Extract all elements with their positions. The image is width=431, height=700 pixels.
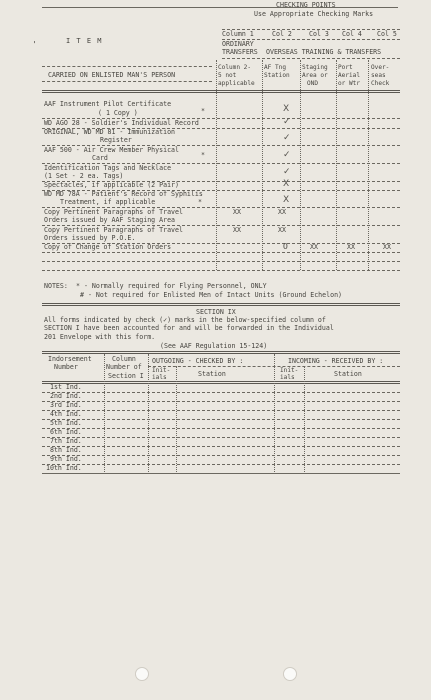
- carried-rule-bottom: [42, 81, 212, 82]
- ind-row-rule: [42, 419, 400, 420]
- col-a-1: Column 2-: [218, 64, 252, 71]
- section-line-2: SECTION I have been accounted for and will be forwarded in the Individual: [44, 324, 334, 332]
- note-2: # - Not required for Enlisted Men of Intact Units (Ground Echelon): [80, 291, 343, 299]
- checking-points-label: CHECKING POINTS: [276, 1, 336, 9]
- col-d-1: Port: [338, 64, 353, 71]
- h-column-2: Number of: [106, 363, 142, 371]
- row-rule: [42, 261, 400, 262]
- h-outgoing: OUTGOING - CHECKED BY :: [152, 357, 244, 365]
- ind-sep-1: [104, 354, 105, 474]
- h-station-out: Station: [198, 370, 226, 378]
- carried-rule-top: [42, 66, 212, 67]
- ind-sep-3: [176, 366, 177, 474]
- item-travel-staging: Copy Pertinent Paragraphs of Travel: [44, 208, 183, 216]
- check-mark: ✓: [283, 117, 291, 127]
- circle-mark: O: [283, 242, 288, 251]
- ind-row-label: 5th Ind.: [50, 419, 82, 427]
- item-pilot-cert: AAF Instrument Pilot Certificate: [44, 100, 172, 108]
- item-travel-staging-2: Orders issued by AAF Staging Area: [44, 216, 176, 224]
- ind-row-rule: [42, 428, 400, 429]
- col-e-2: seas: [371, 72, 386, 79]
- col4-label: Col 4: [342, 30, 362, 38]
- item-aaf-500: AAF 500 - Air Crew Member Physical: [44, 146, 179, 154]
- col-b-1: AF Tng: [264, 64, 287, 71]
- col-d-3: or Wtr: [338, 80, 361, 87]
- ind-row-rule: [42, 437, 400, 438]
- ind-sep-4: [274, 354, 275, 474]
- h-init-out-1: Init-: [152, 367, 171, 374]
- item-pilot-cert-copy: ( 1 Copy ): [98, 109, 138, 117]
- ind-row-rule: [42, 464, 400, 465]
- item-ago-28: WD AGO 28 - Soldier's Individual Record: [44, 119, 199, 127]
- col-b-2: Station: [264, 72, 290, 79]
- x-mark: X: [283, 104, 290, 114]
- col-c-3: OND: [307, 80, 319, 87]
- row-rule: [42, 252, 400, 253]
- check-mark: ✓: [283, 167, 291, 177]
- ind-row-label: 7th Ind.: [50, 437, 82, 445]
- item-md-78a: WD MD 78A - Patient's Record of Syphilis: [44, 190, 203, 198]
- table-top-rule: [42, 90, 400, 93]
- item-id-tags: Identification Tags and Necklace: [44, 164, 172, 172]
- col-sep-1: [216, 60, 217, 270]
- asterisk-mark: *: [201, 151, 205, 159]
- h-incoming: INCOMING - RECEIVED BY :: [288, 357, 384, 365]
- ind-row-label: 8th Ind.: [50, 446, 82, 454]
- h-column-3: Section I: [108, 372, 144, 380]
- asterisk-mark: *: [201, 107, 205, 115]
- h-station-in: Station: [334, 370, 362, 378]
- ind-row-label: 9th Ind.: [50, 455, 82, 463]
- indorse-rule-top: [42, 351, 400, 354]
- item-travel-poe: Copy Pertinent Paragraphs of Travel: [44, 226, 183, 234]
- use-marks-label: Use Appropriate Checking Marks: [254, 10, 374, 18]
- carried-on-label: CARRIED ON ENLISTED MAN'S PERSON: [48, 71, 176, 79]
- ind-row-label: 3rd Ind.: [50, 401, 82, 409]
- xx-mark: XX: [233, 208, 241, 216]
- ind-row-rule: [42, 455, 400, 456]
- ind-row-label: 2nd Ind.: [50, 392, 82, 400]
- col-sep-4: [336, 60, 337, 270]
- ind-sep-5: [304, 366, 305, 474]
- xx-mark: XX: [278, 226, 286, 234]
- col2-label: Col 2: [272, 30, 292, 38]
- asterisk-mark: *: [198, 198, 202, 206]
- xx-mark: XX: [310, 243, 318, 251]
- h-indorse-1: Indorsement: [48, 355, 92, 363]
- col-e-3: Check: [371, 80, 390, 87]
- col1-label: Column 1: [222, 30, 254, 38]
- punch-hole: [283, 667, 297, 681]
- check-mark: ✓: [283, 150, 291, 160]
- notes-label: NOTES:: [44, 282, 68, 290]
- top-rule: [42, 7, 398, 8]
- item-md-78a-treatment: Treatment, if applicable: [60, 198, 156, 206]
- ind-row-rule: [42, 446, 400, 447]
- col-sep-2: [262, 60, 263, 270]
- col-sep-3: [300, 60, 301, 270]
- item-id-tags-set: (1 Set - 2 ea. Tags): [44, 172, 124, 180]
- h-init-in-1: Init-: [280, 367, 299, 374]
- section-line-1: All forms indicated by check (✓) marks in the below-specified column of: [44, 316, 326, 324]
- indorse-rule-header: [42, 381, 400, 384]
- punch-hole: [135, 667, 149, 681]
- col-c-1: Staging: [302, 64, 328, 71]
- col-e-1: Over-: [371, 64, 390, 71]
- ind-row-label: 10th Ind.: [46, 464, 82, 472]
- ordinary-label: ORDINARY: [222, 40, 254, 48]
- col-d-2: Aerial: [338, 72, 361, 79]
- ind-row-label: 1st Ind.: [50, 383, 82, 391]
- section-title: SECTION IX: [196, 308, 236, 316]
- xx-mark: XX: [347, 243, 355, 251]
- note-1: * - Normally required for Flying Personnel, ONLY: [76, 282, 267, 290]
- item-aaf-500-card: Card: [92, 154, 108, 162]
- ind-row-label: 4th Ind.: [50, 410, 82, 418]
- item-md-81: ORIGINAL, WD MD 81 - Immunization: [44, 128, 176, 136]
- transfers-label: TRANSFERS: [222, 48, 258, 56]
- section-line-3: 201 Envelope with this form.: [44, 333, 156, 341]
- col-c-2: Area or: [302, 72, 328, 79]
- col-a-2: 5 not: [218, 72, 237, 79]
- header-rule-3: [222, 58, 400, 59]
- item-change-station: Copy of Change of Station Orders: [44, 243, 172, 251]
- ind-sep-2: [148, 354, 149, 474]
- ind-row-rule: [42, 473, 400, 474]
- xx-mark: XX: [383, 243, 391, 251]
- x-mark: X: [283, 179, 290, 189]
- item-travel-poe-2: Orders issued by P.O.E.: [44, 234, 136, 242]
- xx-mark: XX: [233, 226, 241, 234]
- col5-label: Col 5: [377, 30, 397, 38]
- col3-label: Col 3: [309, 30, 329, 38]
- item-spectacles: Spectacles, if applicable (2 Pair): [44, 181, 179, 189]
- item-title: I T E M: [66, 37, 103, 45]
- ind-row-rule: [42, 392, 400, 393]
- h-init-in-2: ials: [280, 374, 295, 381]
- item-md-81-register: Register: [100, 136, 132, 144]
- col-sep-5: [368, 60, 369, 270]
- h-column-1: Column: [112, 355, 136, 363]
- h-indorse-2: Number: [54, 363, 78, 371]
- section-regulation: (See AAF Regulation 15-124): [160, 342, 268, 350]
- section-rule-top: [42, 303, 400, 306]
- check-mark: ✓: [283, 133, 291, 143]
- ind-row-label: 6th Ind.: [50, 428, 82, 436]
- ind-row-rule: [42, 401, 400, 402]
- h-init-out-2: ials: [152, 374, 167, 381]
- row-rule: [42, 270, 400, 271]
- xx-mark: XX: [278, 208, 286, 216]
- x-mark: X: [283, 195, 290, 205]
- overseas-label: OVERSEAS TRAINING & TRANSFERS: [266, 48, 382, 56]
- col-a-3: applicable: [218, 80, 255, 87]
- stray-marks: ': [32, 40, 37, 49]
- ind-row-rule: [42, 410, 400, 411]
